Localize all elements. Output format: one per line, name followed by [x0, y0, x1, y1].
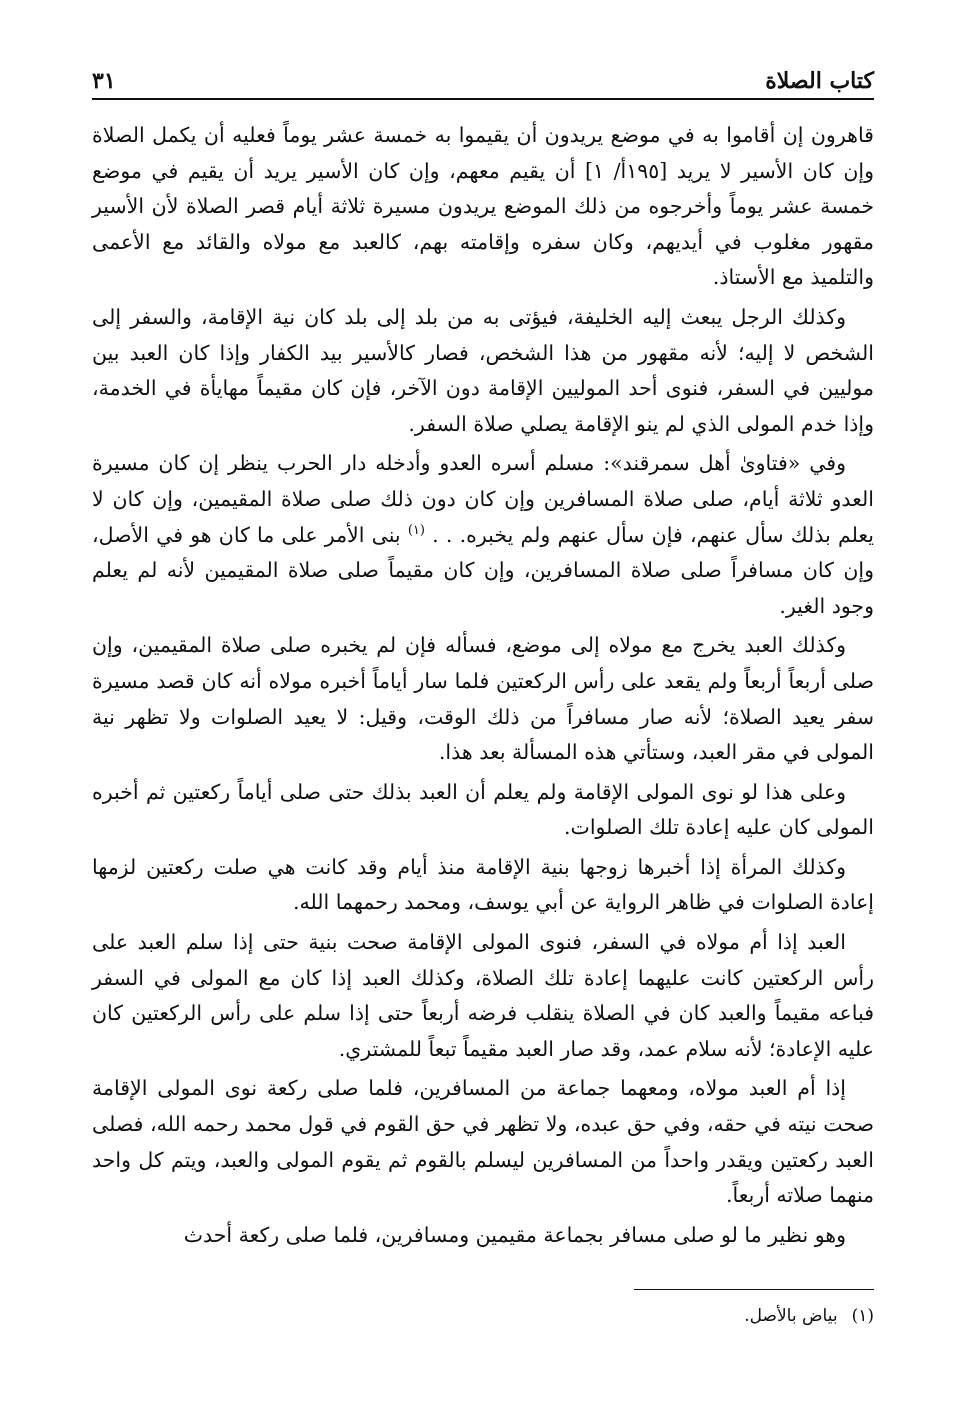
footnote: [92, 1302, 874, 1330]
document-page: [92, 52, 874, 1382]
page-header: [92, 52, 874, 94]
paragraph-5: وعلى هذا لو نوى المولى الإقامة ولم يعلم أن العبد بذلك حتى صلى أياماً ركعتين ثم أخبره المولى كان عليه إعادة تلك الصلوات.: [92, 779, 874, 840]
paragraph-3-part-2: بنى الأمر على ما كان هو في الأصل، وإن كان مسافراً صلى صلاة المسافرين، وإن كان مقيماً صلى صلاة المقيمين لأنه لم يعلم وجود الغير.: [92, 522, 874, 618]
paragraph-9: وهو نظير ما لو صلى مسافر بجماعة مقيمين ومسافرين، فلما صلى ركعة أحدث: [183, 1222, 846, 1247]
paragraph-1: قاهرون إن أقاموا به في موضع يريدون أن يقيموا به خمسة عشر يوماً فعليه أن يكمل الصلاة وإن كان الأسير لا يريد [١٩٥أ/ ١] أن يقيم معهم، وإن كان الأسير يريد أن يقيم في موضع خمسة عشر يوماً وأخرجوه من ذلك الموضع يريدون مسيرة ثلاثة أيام قصر الصلاة لأن الأسير مقهور مغلوب في أيديهم، وكان سفره وإقامته بهم، كالعبد مع مولاه والقائد مع الأعمى والتلميذ مع الأستاذ.: [92, 123, 874, 290]
page-number: ٣١: [92, 68, 116, 94]
footnote-text: بياض بالأصل.: [744, 1306, 838, 1326]
header-title: كتاب الصلاة: [765, 68, 874, 94]
paragraph-4: وكذلك العبد يخرج مع مولاه إلى موضع، فسأله فإن لم يخبره صلى صلاة المقيمين، وإن صلى أربعاً أربعاً ولم يقعد على رأس الركعتين فلما سار أياماً أخبره مولاه أنه كان قصد مسيرة سفر يعيد الصلاة؛ لأنه صار مسافراً من ذلك الوقت، وقيل: لا يعيد الصلوات ولا تظهر نية المولى في مقر العبد، وستأتي هذه المسألة بعد هذا.: [92, 633, 874, 765]
paragraph-6: وكذلك المرأة إذا أخبرها زوجها بنية الإقامة منذ أيام وقد كانت هي صلت ركعتين لزمها إعادة الصلوات في ظاهر الرواية عن أبي يوسف، ومحمد رحمهما الله.: [92, 854, 874, 915]
paragraph-3-part-1: وفي «فتاوىٰ أهل سمرقند»: مسلم أسره العدو وأدخله دار الحرب ينظر إن كان مسيرة العدو ثلاثة أيام، صلى صلاة المسافرين وإن كان دون ذلك صلى صلاة المقيمين، وإن كان لا يعلم بذلك سأل عنهم، فإن سأل عنهم ولم يخبره. . .: [92, 451, 874, 547]
paragraph-7: العبد إذا أم مولاه في السفر، فنوى المولى الإقامة صحت بنية حتى إذا سلم العبد على رأس الركعتين كانت عليهما إعادة تلك الصلاة، وكذلك العبد إذا كان مع المولى في السفر فباعه مقيماً والعبد كان في الصلاة ينقلب فرضه أربعاً حتى إذا سلم على رأس الركعتين كان عليه الإعادة؛ لأنه سلام عمد، وقد صار العبد مقيماً تبعاً للمشتري.: [92, 930, 874, 1061]
body-text: [92, 118, 874, 1257]
paragraph-3: [92, 446, 874, 624]
paragraph-8: إذا أم العبد مولاه، ومعهما جماعة من المسافرين، فلما صلى ركعة نوى المولى الإقامة صحت نيته في حقه، وفي حق عبده، ولا تظهر في حق القوم في قول محمد رحمه الله، فصلى العبد ركعتين ويقدر واحداً من المسافرين ليسلم بالقوم ثم يقوم المولى والعبد، ويتم كل واحد منهما صلاته أربعاً.: [92, 1076, 874, 1208]
footnote-marker: (١): [851, 1306, 874, 1326]
header-rule: [92, 98, 874, 100]
footnote-reference: (١): [407, 522, 425, 538]
footnote-rule: [634, 1289, 874, 1290]
paragraph-2: وكذلك الرجل يبعث إليه الخليفة، فيؤتى به من بلد إلى بلد كان نية الإقامة، والسفر إلى الشخص لا إليه؛ لأنه مقهور من هذا الشخص، فصار كالأسير بيد الكفار وإذا كان العبد بين موليين في السفر، فنوى أحد الموليين الإقامة دون الآخر، فإن كان مقيماً مهايأة في الخدمة، وإذا خدم المولى الذي لم ينو الإقامة يصلي صلاة السفر.: [92, 304, 874, 436]
